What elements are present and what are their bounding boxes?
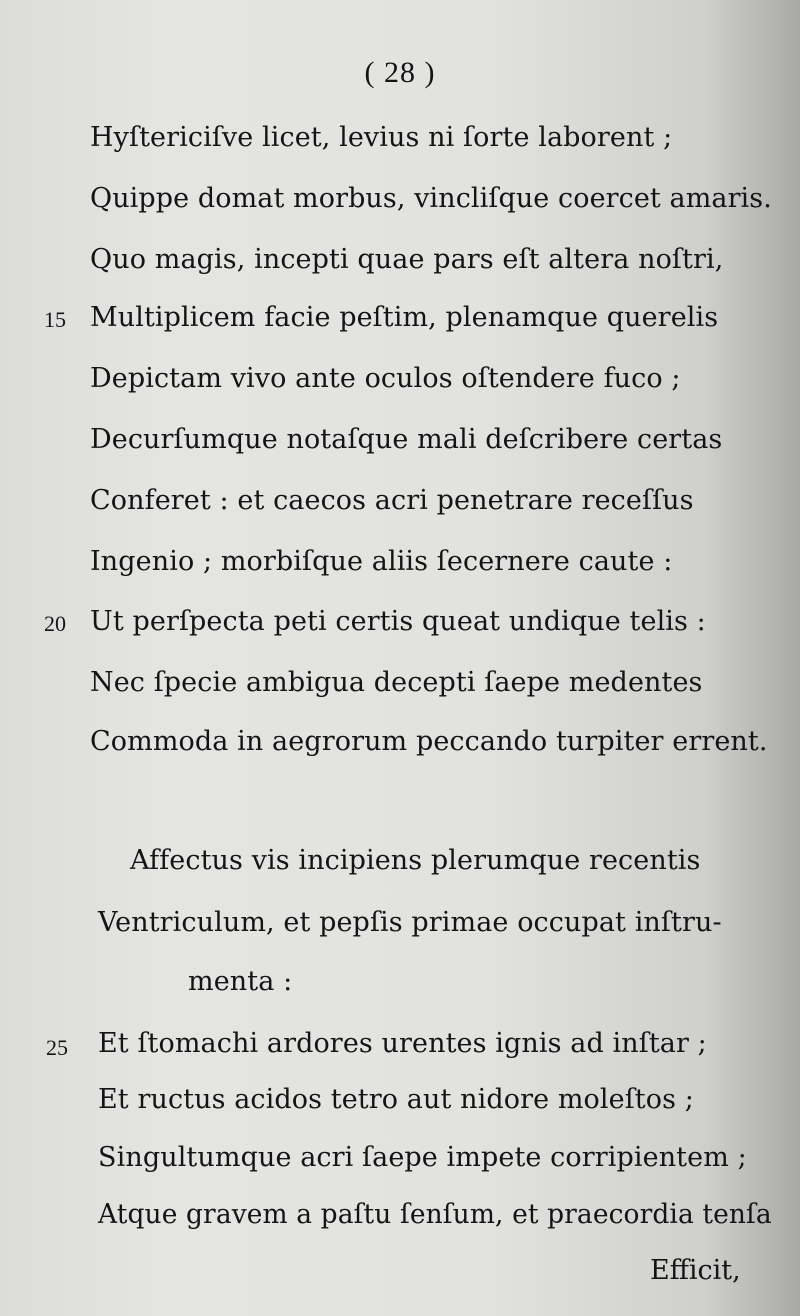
verse-line: Atque gravem a paſtu ſenſum, et praecordia tenſa [98,1199,772,1230]
verse-line: Depictam vivo ante oculos oſtendere fuco ; [90,363,681,394]
verse-line: Et ructus acidos tetro aut nidore moleſtos ; [98,1084,694,1115]
verse-line-continuation: menta : [188,966,293,997]
verse-line: Hyſtericiſve licet, levius ni ſorte laborent ; [90,122,673,153]
verse-line: Decurſumque notaſque mali deſcribere certas [90,424,723,455]
verse-line: Multiplicem facie peſtim, plenamque querelis [90,302,719,333]
verse-line: Affectus vis incipiens plerumque recentis [130,845,701,876]
line-number-20: 20 [44,611,66,636]
verse-line: Conferet : et caecos acri penetrare receſſus [90,485,694,516]
line-number-25: 25 [46,1035,68,1060]
verse-line: Nec ſpecie ambigua decepti ſaepe medentes [90,667,703,698]
verse-line: Singultumque acri ſaepe impete corripientem ; [98,1142,747,1173]
line-number-15: 15 [44,307,66,332]
verse-line: Commoda in aegrorum peccando turpiter errent. [90,726,768,757]
verse-line: Ut perſpecta peti certis queat undique telis : [90,606,706,637]
verse-line: Ventriculum, et pepſis primae occupat inſtru- [98,907,722,938]
verse-line: Quo magis, incepti quae pars eſt altera noſtri, [90,244,724,275]
verse-line: Ingenio ; morbiſque aliis ſecernere caute : [90,546,673,577]
page-number: ( 28 ) [364,56,436,89]
verse-line: Quippe domat morbus, vincliſque coercet amaris. [90,183,772,214]
catchword: Efficit, [650,1255,741,1286]
verse-line: Et ſtomachi ardores urentes ignis ad inſtar ; [98,1028,707,1059]
